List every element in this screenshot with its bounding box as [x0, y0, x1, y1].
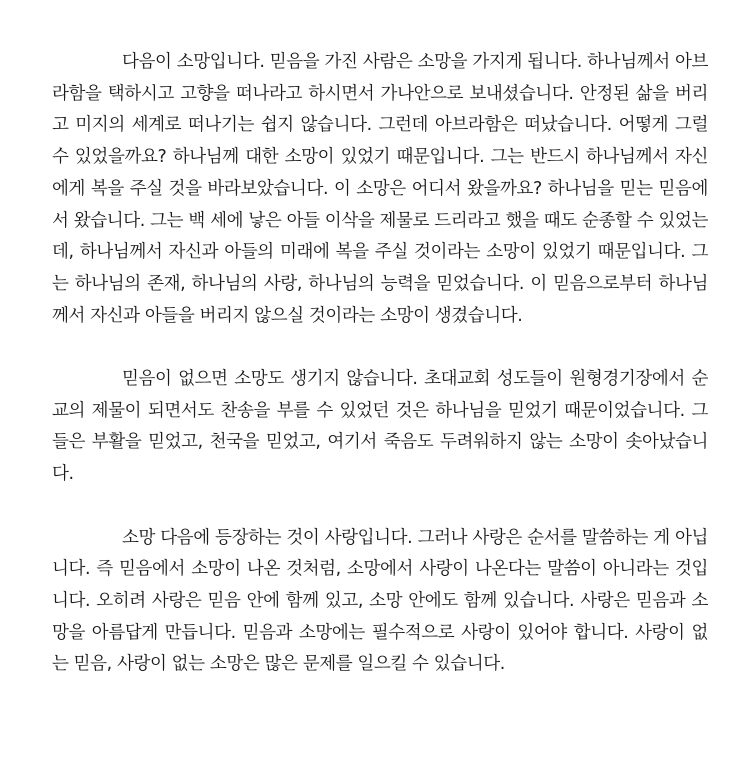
document-body [52, 47, 708, 681]
paragraph-faith-and-hope: 믿음이 없으면 소망도 생기지 않습니다. 초대교회 성도들이 원형경기장에서 순교의 제물이 되면서도 찬송을 부를 수 있었던 것은 하나님을 믿었기 때문이었습니다. 그들은 부활을 믿었고, 천국을 믿었고, 여기서 죽음도 두려워하지 않는 소망이 솟아났습니다. [52, 369, 708, 485]
paragraph-hope: 다음이 소망입니다. 믿음을 가진 사람은 소망을 가지게 됩니다. 하나님께서 아브라함을 택하시고 고향을 떠나라고 하시면서 가나안으로 보내셨습니다. 안정된 삶을 버리고 미지의 세계로 떠나기는 쉽지 않습니다. 그런데 아브라함은 떠났습니다. 어떻게 그럴 수 있었을까요? 하나님께 대한 소망이 있었기 때문입니다. 그는 반드시 하나님께서 자신에게 복을 주실 것을 바라보았습니다. 이 소망은 어디서 왔을까요? 하나님을 믿는 믿음에서 왔습니다. 그는 백 세에 낳은 아들 이삭을 제물로 드리라고 했을 때도 순종할 수 있었는데, 하나님께서 자신과 아들의 미래에 복을 주실 것이라는 소망이 있었기 때문입니다. 그는 하나님의 존재, 하나님의 사랑, 하나님의 능력을 믿었습니다. 이 믿음으로부터 하나님께서 자신과 아들을 버리지 않으실 것이라는 소망이 생겼습니다. [52, 52, 708, 326]
paragraph-love: 소망 다음에 등장하는 것이 사랑입니다. 그러나 사랑은 순서를 말씀하는 게 아닙니다. 즉 믿음에서 소망이 나온 것처럼, 소망에서 사랑이 나온다는 말씀이 아니라는 것입니다. 오히려 사랑은 믿음 안에 함께 있고, 소망 안에도 함께 있습니다. 사랑은 믿음과 소망을 아름답게 만듭니다. 믿음과 소망에는 필수적으로 사랑이 있어야 합니다. 사랑이 없는 믿음, 사랑이 없는 소망은 많은 문제를 일으킬 수 있습니다. [52, 527, 708, 675]
